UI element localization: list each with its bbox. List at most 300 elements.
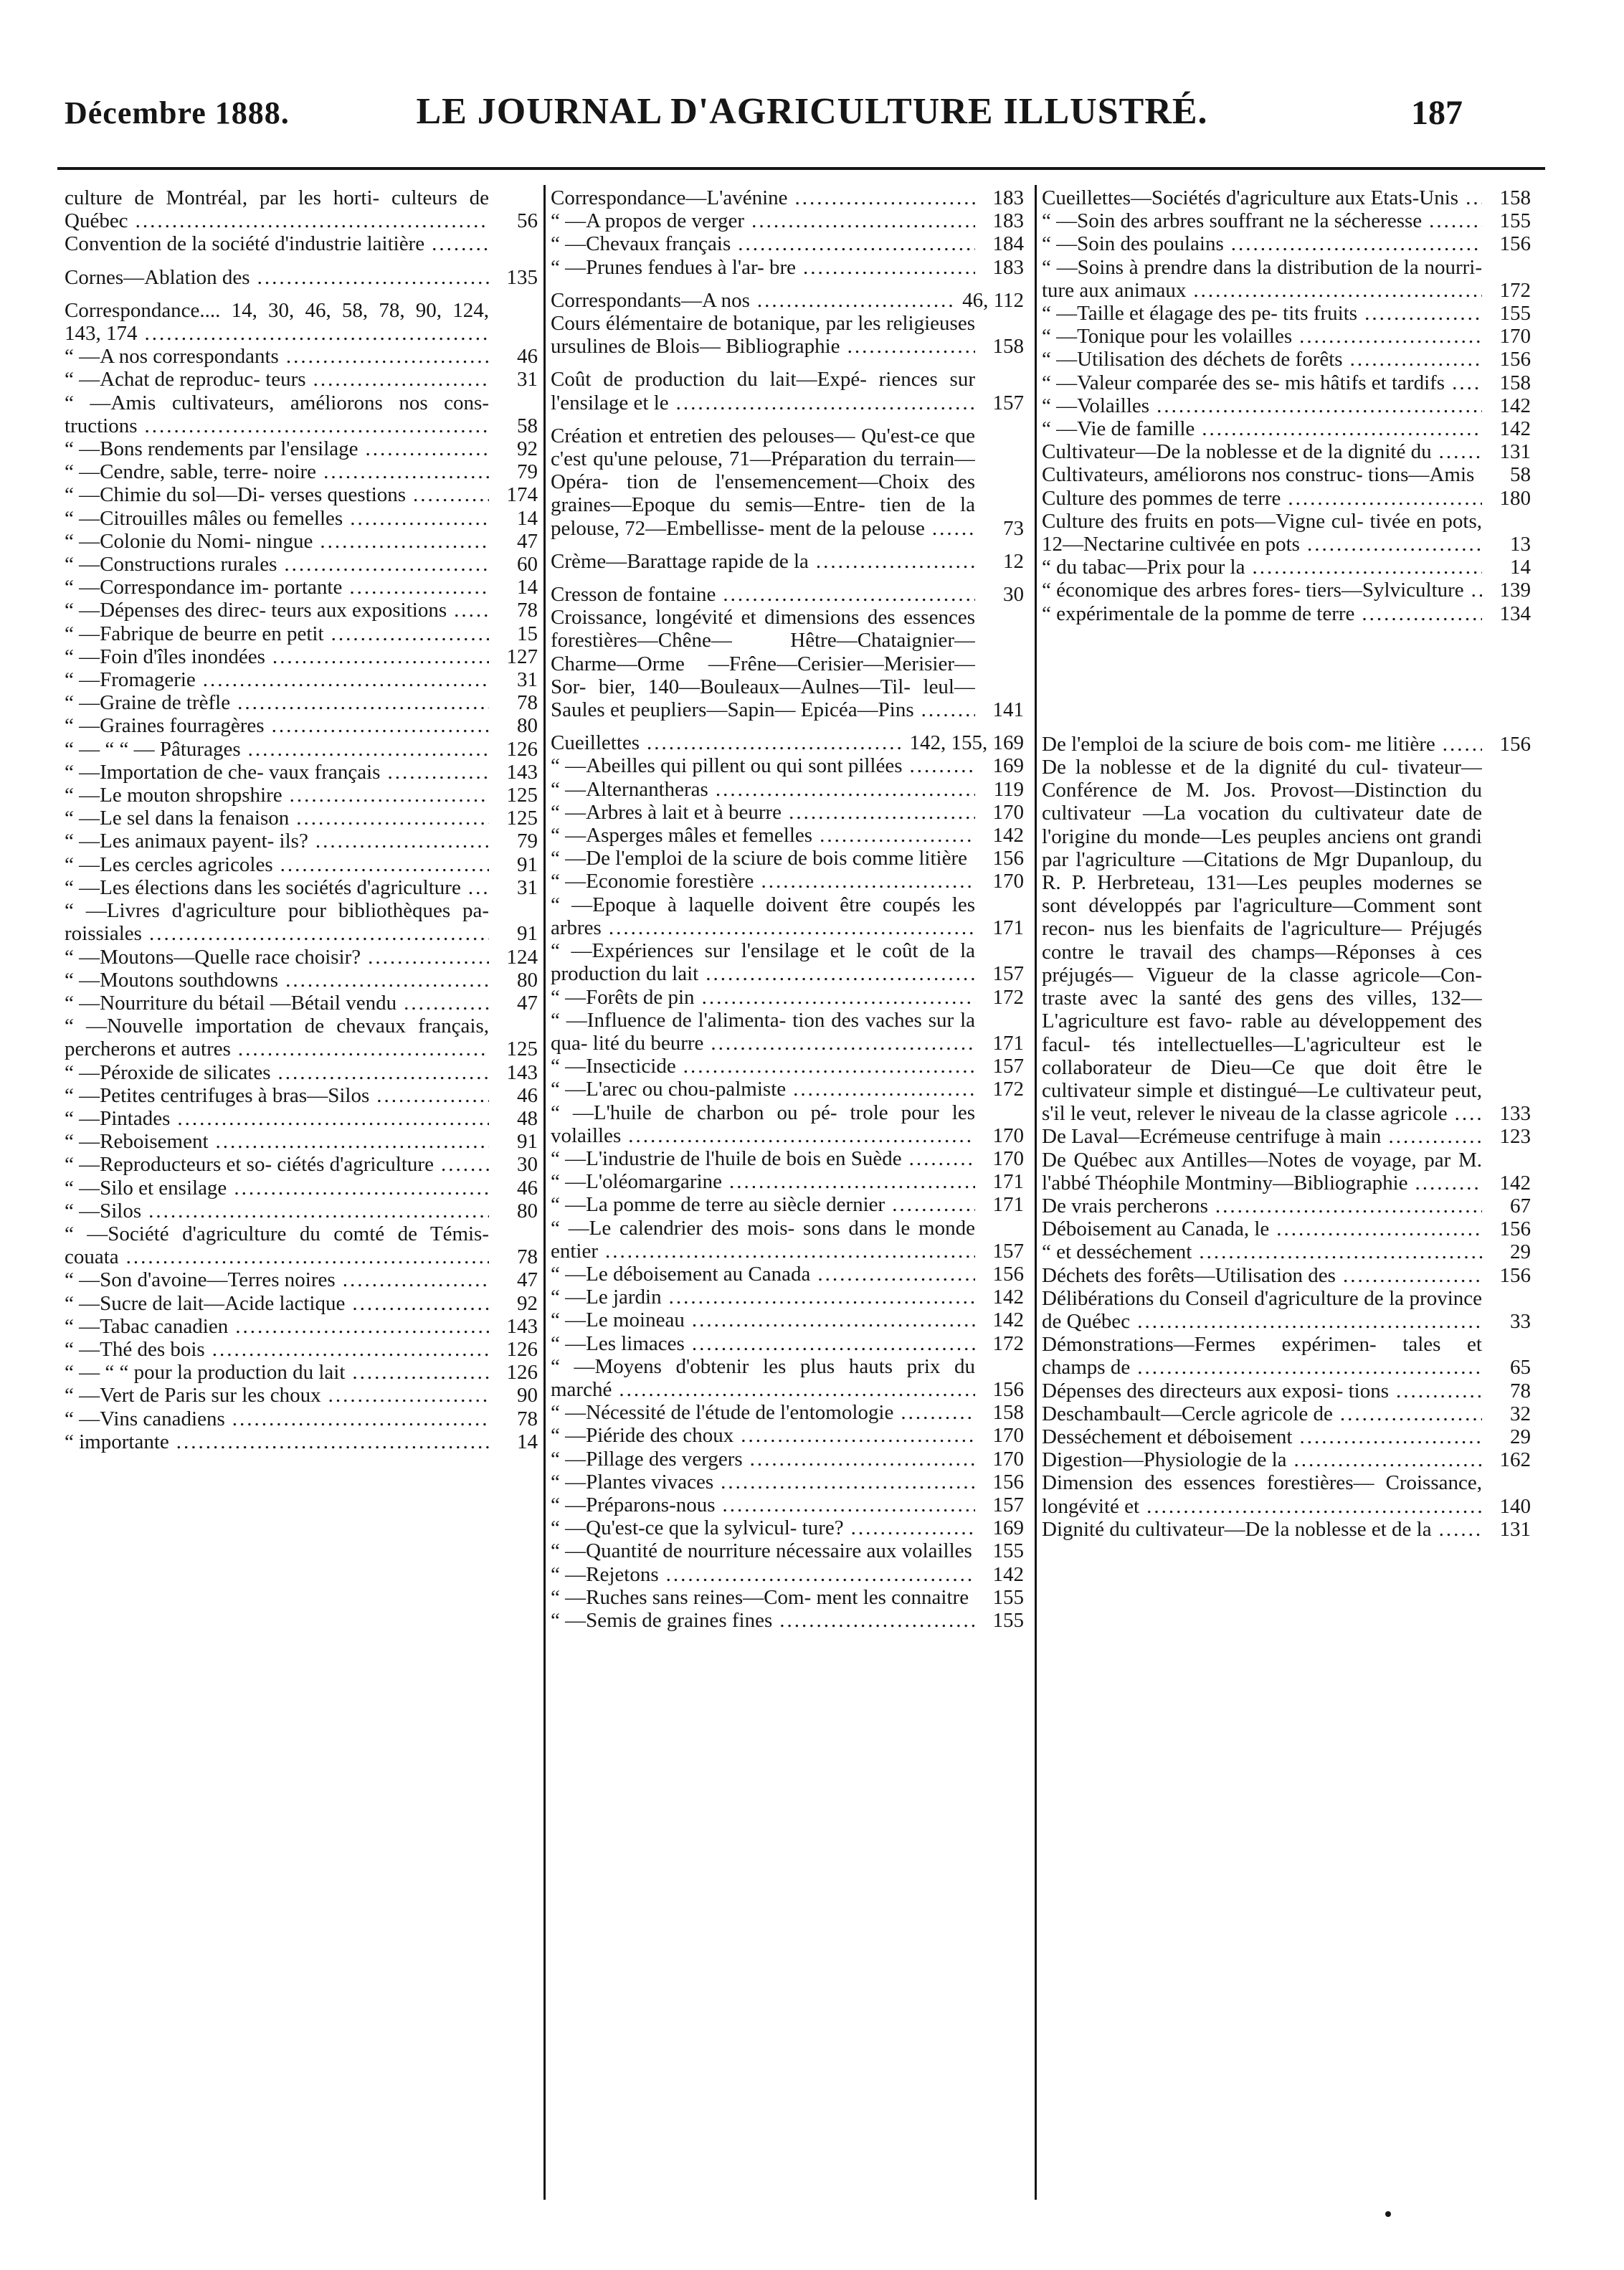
entry-page: 142 (1482, 394, 1531, 417)
entry-page: 158 (975, 335, 1024, 358)
entry-page: 14 (489, 1430, 538, 1453)
entry-page: 171 (975, 1193, 1024, 1216)
entry-page: 156 (1482, 1264, 1531, 1287)
entry-page: 143 (489, 1061, 538, 1084)
entry-text: “ —Silo et ensilage (65, 1177, 229, 1200)
index-entry (1042, 348, 1531, 371)
index-entry (1042, 1518, 1531, 1541)
entry-page: 171 (975, 1032, 1024, 1055)
entry-page: 47 (489, 1268, 538, 1291)
index-column-3 (1042, 186, 1531, 2219)
entry-text: “ —Alternantheras (551, 778, 711, 801)
entry-text: Correspondance—L'avénine (551, 186, 791, 209)
index-entry (65, 784, 538, 807)
entry-page: 158 (1482, 186, 1531, 209)
index-entry (65, 1407, 538, 1430)
index-entry (1042, 232, 1531, 255)
index-entry (65, 299, 538, 345)
entry-text: Correspondance.... 14, 30, 46, 58, 78, 90, 124, 143, 174 (65, 298, 489, 346)
entry-page: 60 (489, 553, 538, 576)
index-entry (65, 1430, 538, 1453)
entry-text: “ —Livres d'agriculture pour bibliothèques pa- roissiales (65, 899, 489, 946)
index-entry (65, 576, 538, 599)
index-entry (551, 424, 1024, 540)
entry-text: “ économique des arbres fores- tiers—Sylviculture (1042, 579, 1467, 602)
entry-page: 156 (1482, 232, 1531, 255)
index-entry (551, 1309, 1024, 1331)
entry-page: 125 (489, 807, 538, 830)
entry-page: 169 (975, 754, 1024, 777)
entry-page: 183 (975, 256, 1024, 279)
entry-text: De Laval—Ecrémeuse centrifuge à main (1042, 1125, 1384, 1148)
entry-page: 156 (1482, 348, 1531, 371)
entry-text: Cultivateurs, améliorons nos construc- tions—Amis (1042, 463, 1477, 486)
entry-text: “ —Reproducteurs et so- ciétés d'agriculture (65, 1153, 437, 1176)
entry-page: 29 (1482, 1425, 1531, 1448)
index-entry (1042, 325, 1531, 348)
entry-page: 126 (489, 1361, 538, 1384)
entry-text: “ —A nos correspondants (65, 345, 282, 368)
index-entry (1042, 487, 1531, 510)
index-entry (1042, 1287, 1531, 1333)
index-entry (551, 1286, 1024, 1309)
index-entry (65, 1268, 538, 1291)
entry-text: “ et desséchement (1042, 1240, 1195, 1263)
entry-text: Cueillettes (551, 731, 642, 754)
entry-page: 157 (975, 391, 1024, 414)
entry-text: “ —Reboisement (65, 1130, 212, 1153)
entry-page: 133 (1482, 1102, 1531, 1125)
index-entry (65, 622, 538, 645)
index-entry (65, 738, 538, 761)
entry-page: 123 (1482, 1125, 1531, 1148)
entry-page: 171 (975, 916, 1024, 939)
entry-page: 162 (1482, 1448, 1531, 1471)
entry-page: 155 (975, 1539, 1024, 1562)
index-entry (65, 992, 538, 1015)
index-entry (65, 1292, 538, 1315)
index-entry (551, 1263, 1024, 1286)
journal-title: LE JOURNAL D'AGRICULTURE ILLUSTRÉ. (416, 91, 1208, 132)
index-entry (65, 1107, 538, 1130)
index-entry (1042, 186, 1531, 209)
entry-text: “ —Correspondance im- portante (65, 576, 345, 599)
index-entry (65, 232, 538, 255)
index-entry (551, 1078, 1024, 1101)
index-entry (551, 1609, 1024, 1632)
index-entry (551, 289, 1024, 312)
index-entry (551, 870, 1024, 893)
entry-text: “ —Piéride des choux (551, 1424, 736, 1447)
entry-text: “ —Sucre de lait—Acide lactique (65, 1292, 348, 1315)
entry-text: “ —A propos de verger (551, 209, 747, 232)
entry-text: “ —Les cercles agricoles (65, 853, 276, 876)
entry-page: 47 (489, 992, 538, 1015)
entry-text: “ —Economie forestière (551, 870, 756, 893)
entry-page: 78 (489, 691, 538, 714)
index-entry (551, 1586, 1024, 1609)
index-entry (551, 939, 1024, 985)
index-entry (551, 1516, 1024, 1539)
entry-text: Crème—Barattage rapide de la (551, 550, 812, 573)
entry-text: “ —Le déboisement au Canada (551, 1263, 813, 1286)
entry-text: Convention de la société d'industrie laitière (65, 232, 427, 255)
index-entry (65, 266, 538, 289)
entry-text: “ —Fromagerie (65, 668, 199, 691)
entry-page: 30 (975, 583, 1024, 606)
index-entry (1042, 756, 1531, 1125)
entry-text: “ —Cendre, sable, terre- noire (65, 460, 319, 483)
index-entry (65, 761, 538, 784)
index-entry (65, 1130, 538, 1153)
entry-page: 155 (1482, 209, 1531, 232)
index-entry (551, 1009, 1024, 1055)
index-entry (1042, 256, 1531, 302)
entry-page: 125 (489, 1037, 538, 1060)
index-entry (1042, 1402, 1531, 1425)
entry-page: 142 (975, 1309, 1024, 1331)
entry-page: 32 (1482, 1402, 1531, 1425)
entry-text: “ —Préparons-nous (551, 1493, 718, 1516)
index-entry (65, 368, 538, 391)
entry-page: 183 (975, 209, 1024, 232)
index-entry (551, 1493, 1024, 1516)
index-entry (551, 606, 1024, 721)
entry-text: “ —Foin d'îles inondées (65, 645, 268, 668)
entry-text: “ —De l'emploi de la sciure de bois comme litière (551, 847, 970, 870)
index-entry (1042, 733, 1531, 756)
entry-page: 156 (975, 1378, 1024, 1401)
entry-page: 170 (975, 1424, 1024, 1447)
entry-text: “ —Soin des poulains (1042, 232, 1227, 255)
index-entry (551, 1332, 1024, 1355)
entry-text: “ —Colonie du Nomi- ningue (65, 530, 315, 553)
index-entry (1042, 417, 1531, 440)
entry-page: 79 (489, 460, 538, 483)
entry-page: 46, 112 (956, 289, 1024, 312)
entry-page: 80 (489, 969, 538, 992)
entry-text: “ —Nouvelle importation de chevaux français, percherons et autres (65, 1015, 489, 1061)
entry-page: 14 (1482, 556, 1531, 579)
entry-text: Deschambault—Cercle agricole de (1042, 1402, 1336, 1425)
entry-page: 174 (489, 483, 538, 506)
entry-text: “ —L'oléomargarine (551, 1170, 725, 1193)
entry-page: 156 (1482, 733, 1531, 756)
index-entry (551, 186, 1024, 209)
entry-page: 12 (975, 550, 1024, 573)
index-entry (551, 209, 1024, 232)
index-entry (1042, 209, 1531, 232)
entry-page: 46 (489, 1084, 538, 1107)
index-entry (65, 876, 538, 899)
index-entry (1042, 1333, 1531, 1379)
entry-text: “ —Les limaces (551, 1332, 688, 1355)
entry-page: 170 (975, 1448, 1024, 1471)
entry-page: 155 (1482, 302, 1531, 325)
entry-text: “ —Son d'avoine—Terres noires (65, 1268, 338, 1291)
entry-page: 142, 155, 169 (904, 731, 1025, 754)
entry-page: 169 (975, 1516, 1024, 1539)
entry-page: 14 (489, 507, 538, 530)
entry-text: “ —Ruches sans reines—Com- ment les connaitre (551, 1586, 972, 1609)
index-entry (551, 778, 1024, 801)
entry-text: “ —Les élections dans les sociétés d'agriculture (65, 876, 464, 899)
entry-page: 91 (489, 922, 538, 945)
entry-page: 124 (489, 946, 538, 969)
index-entry (1042, 1240, 1531, 1263)
entry-text: “ —Tabac canadien (65, 1315, 231, 1338)
entry-text: Délibérations du Conseil d'agriculture de la province de Québec (1042, 1286, 1482, 1333)
entry-page: 15 (489, 622, 538, 645)
index-entry (551, 1193, 1024, 1216)
index-entry (65, 186, 538, 232)
entry-page: 73 (975, 517, 1024, 540)
entry-text: “ —Plantes vivaces (551, 1471, 716, 1493)
header-date: Décembre 1888. (65, 95, 290, 130)
entry-page: 158 (975, 1401, 1024, 1424)
entry-text: “ —Influence de l'alimenta- tion des vaches sur la qua- lité du beurre (551, 1008, 975, 1055)
entry-page: 170 (1482, 325, 1531, 348)
print-mark (1385, 2211, 1391, 2217)
entry-page: 79 (489, 830, 538, 853)
entry-page: 142 (975, 1563, 1024, 1586)
index-entry (65, 1361, 538, 1384)
entry-page: 180 (1482, 487, 1531, 510)
entry-page: 157 (975, 1240, 1024, 1263)
index-entry (551, 1539, 1024, 1562)
index-entry (1042, 394, 1531, 417)
entry-text: “ —Bons rendements par l'ensilage (65, 437, 361, 460)
entry-text: “ —L'arec ou chou-palmiste (551, 1078, 789, 1101)
entry-text: “ —Amis cultivateurs, améliorons nos cons- tructions (65, 391, 489, 437)
entry-page: 142 (1482, 417, 1531, 440)
entry-text: “ —La pomme de terre au siècle dernier (551, 1193, 888, 1216)
entry-text: “ —Tonique pour les volailles (1042, 325, 1295, 348)
entry-page: 143 (489, 761, 538, 784)
entry-text: “ —Vie de famille (1042, 417, 1197, 440)
entry-text: “ —Thé des bois (65, 1338, 208, 1361)
index-entry (551, 583, 1024, 606)
entry-page: 170 (975, 801, 1024, 824)
entry-text: “ —Moutons—Quelle race choisir? (65, 946, 364, 969)
index-entry (551, 368, 1024, 414)
entry-page: 58 (489, 414, 538, 437)
index-entry (1042, 440, 1531, 463)
entry-text: “ —Le mouton shropshire (65, 784, 285, 807)
entry-text: Dignité du cultivateur—De la noblesse et de la (1042, 1518, 1435, 1541)
index-entry (551, 847, 1024, 870)
index-entry (65, 460, 538, 483)
index-entry (1042, 1379, 1531, 1402)
index-entry (65, 714, 538, 737)
entry-page: 13 (1482, 533, 1531, 556)
entry-text: “ —Constructions rurales (65, 553, 280, 576)
entry-page: 78 (489, 1245, 538, 1268)
entry-text: “ —Utilisation des déchets de forêts (1042, 348, 1346, 371)
entry-page: 171 (975, 1170, 1024, 1193)
entry-text: Digestion—Physiologie de la (1042, 1448, 1290, 1471)
entry-page: 91 (489, 853, 538, 876)
entry-text: “ —Les animaux payent- ils? (65, 830, 311, 853)
entry-text: Démonstrations—Fermes expérimen- tales et champs de (1042, 1333, 1482, 1379)
entry-page: 142 (1482, 1172, 1531, 1195)
entry-page: 172 (975, 1078, 1024, 1101)
index-entry (65, 668, 538, 691)
entry-text: “ —Fabrique de beurre en petit (65, 622, 327, 645)
entry-text: “ —Abeilles qui pillent ou qui sont pillées (551, 754, 906, 777)
entry-text: “ —Le calendrier des mois- sons dans le monde entier (551, 1216, 975, 1263)
index-entry (65, 1384, 538, 1407)
entry-page: 46 (489, 1177, 538, 1200)
entry-text: “ —Valeur comparée des se- mis hâtifs et tardifs (1042, 371, 1448, 394)
entry-text: “ —Petites centrifuges à bras—Silos (65, 1084, 372, 1107)
entry-text: Création et entretien des pelouses— Qu'est-ce que c'est qu'une pelouse, 71—Préparation du terrain—Opéra- tion de l'ensemencement—Choix des graines—Epoque du semis—Entre- tien de la pelouse, 72—Embellisse- ment de la pelouse (551, 424, 975, 540)
entry-text: Desséchement et déboisement (1042, 1425, 1296, 1448)
header-rule (57, 167, 1545, 170)
index-entry (65, 853, 538, 876)
entry-text: “ —Vert de Paris sur les choux (65, 1384, 324, 1407)
index-entry (1042, 579, 1531, 602)
entry-text: De vrais percherons (1042, 1195, 1211, 1217)
index-entry (65, 483, 538, 506)
entry-page: 90 (489, 1384, 538, 1407)
entry-text: Cours élémentaire de botanique, par les religieuses ursulines de Blois— Bibliographie (551, 312, 975, 358)
entry-page: 155 (975, 1609, 1024, 1632)
entry-page: 78 (489, 599, 538, 622)
index-entry (551, 801, 1024, 824)
entry-page: 33 (1482, 1310, 1531, 1333)
column-divider-2 (1035, 185, 1037, 2200)
entry-page: 158 (1482, 371, 1531, 394)
index-entry (551, 1448, 1024, 1471)
index-entry (65, 969, 538, 992)
index-entry (551, 1471, 1024, 1493)
entry-text: “ —L'huile de charbon ou pé- trole pour les volailles (551, 1101, 975, 1147)
entry-page: 155 (975, 1586, 1024, 1609)
entry-text: De la noblesse et de la dignité du cul- tivateur— Conférence de M. Jos. Provost—Distinction du cultivateur —La vocation du cultivateur date de l'origine du monde—Les peuples anciens ont grandi par l'agriculture —Citations de Mgr Dupanloup, du R. P. Herbreteau, 131—Les peuples modernes se sont développés par l'agriculture—Comment sont recon- nus les bienfaits de l'agriculture— Préjugés contre le travail des champs—Réponses à ces préjugés— Vigueur de la classe agricole—Con- traste avec la santé des gens des villes, 132—L'agriculture est favo- rable au développement des facul- tés intellectuelles—L'agriculteur est le collaborateur de Dieu—Ce que doit être le cultivateur simple et distingué—Le cultivateur peut, s'il le veut, relever le niveau de la classe agricole (1042, 756, 1482, 1126)
index-entry (1042, 1471, 1531, 1517)
entry-text: Culture des fruits en pots—Vigne cul- tivée en pots, 12—Nectarine cultivée en pots (1042, 509, 1482, 556)
entry-page: 143 (489, 1315, 538, 1338)
entry-page: 47 (489, 530, 538, 553)
entry-page: 172 (975, 1332, 1024, 1355)
entry-text: De Québec aux Antilles—Notes de voyage, par M. l'abbé Théophile Montminy—Bibliographie (1042, 1148, 1482, 1195)
index-entry (1042, 1149, 1531, 1195)
entry-page: 170 (975, 870, 1024, 893)
entry-text: “ —Graines fourragères (65, 714, 267, 737)
entry-text: “ —Péroxide de silicates (65, 1061, 274, 1084)
entry-page: 48 (489, 1107, 538, 1130)
index-entry (65, 807, 538, 830)
entry-text: Cresson de fontaine (551, 583, 718, 606)
entry-page: 91 (489, 1130, 538, 1153)
index-entry (1042, 556, 1531, 579)
index-column-1 (65, 186, 538, 2219)
entry-text: Correspondants—A nos (551, 289, 753, 312)
index-entry (551, 232, 1024, 255)
entry-text: Déchets des forêts—Utilisation des (1042, 1264, 1339, 1287)
index-entry (551, 1424, 1024, 1447)
index-entry (551, 1401, 1024, 1424)
entry-text: culture de Montréal, par les horti- culteurs de Québec (65, 186, 489, 233)
index-entry (65, 645, 538, 668)
entry-page: 131 (1482, 1518, 1531, 1541)
entry-page: 183 (975, 186, 1024, 209)
entry-text: “ — “ “ — Pâturages (65, 738, 244, 761)
entry-page: 30 (489, 1153, 538, 1176)
entry-text: “ —Asperges mâles et femelles (551, 824, 815, 847)
entry-page: 31 (489, 876, 538, 899)
entry-page: 80 (489, 1200, 538, 1222)
entry-page: 31 (489, 668, 538, 691)
entry-page: 29 (1482, 1240, 1531, 1263)
entry-text: “ —Insecticide (551, 1055, 679, 1078)
index-entry (1042, 1264, 1531, 1287)
page-number: 187 (1411, 94, 1463, 132)
entry-text: “ —Taille et élagage des pe- tits fruits (1042, 302, 1360, 325)
index-entry (65, 530, 538, 553)
index-entry (551, 731, 1024, 754)
entry-page: 142 (975, 824, 1024, 847)
index-entry (65, 1315, 538, 1338)
entry-text: “ —L'industrie de l'huile de bois en Suède (551, 1147, 905, 1170)
entry-text: “ expérimentale de la pomme de terre (1042, 602, 1357, 625)
entry-page: 142 (975, 1286, 1024, 1309)
index-entry (551, 1217, 1024, 1263)
entry-text: “ —Arbres à lait et à beurre (551, 801, 784, 824)
index-entry (1042, 1448, 1531, 1471)
entry-page: 172 (975, 986, 1024, 1009)
entry-text: “ —Chevaux français (551, 232, 733, 255)
entry-page: 126 (489, 1338, 538, 1361)
entry-text: “ —Forêts de pin (551, 986, 698, 1009)
entry-text: Cornes—Ablation des (65, 266, 253, 289)
index-entry (65, 899, 538, 945)
entry-text: “ —Importation de che- vaux français (65, 761, 383, 784)
entry-page: 170 (975, 1124, 1024, 1147)
entry-page: 78 (489, 1407, 538, 1430)
entry-page: 156 (975, 1471, 1024, 1493)
index-entry (65, 1177, 538, 1200)
index-entry (65, 1338, 538, 1361)
index-entry (65, 1200, 538, 1222)
index-entry (1042, 463, 1531, 486)
entry-page: 126 (489, 738, 538, 761)
index-entry (551, 256, 1024, 279)
entry-page: 92 (489, 1292, 538, 1315)
entry-text: “ —Le jardin (551, 1286, 665, 1309)
index-entry (65, 391, 538, 437)
entry-text: Coût de production du lait—Expé- riences sur l'ensilage et le (551, 368, 975, 414)
entry-text: “ —Achat de reproduc- teurs (65, 368, 309, 391)
entry-text: Croissance, longévité et dimensions des essences forestières—Chêne— Hêtre—Chataignier—Charme—Orme —Frêne—Cerisier—Merisier—Sor- bier, 140—Bouleaux—Aulnes—Til- leul—Saules et peupliers—Sapin— Epicéa—Pins (551, 606, 975, 722)
entry-text: Déboisement au Canada, le (1042, 1217, 1272, 1240)
entry-text: “ —Moyens d'obtenir les plus hauts prix du marché (551, 1354, 975, 1401)
entry-text: “ —Le moineau (551, 1309, 688, 1331)
index-entry (65, 599, 538, 622)
entry-text: “ du tabac—Prix pour la (1042, 556, 1248, 579)
entry-page: 156 (975, 1263, 1024, 1286)
entry-text: “ —Soin des arbres souffrant ne la sécheresse (1042, 209, 1425, 232)
index-entry (65, 946, 538, 969)
entry-text: “ —Moutons southdowns (65, 969, 281, 992)
index-entry (65, 1061, 538, 1084)
index-entry (65, 345, 538, 368)
index-column-2 (551, 186, 1024, 2219)
index-entry (551, 312, 1024, 358)
entry-page: 65 (1482, 1356, 1531, 1379)
index-entry (65, 830, 538, 853)
